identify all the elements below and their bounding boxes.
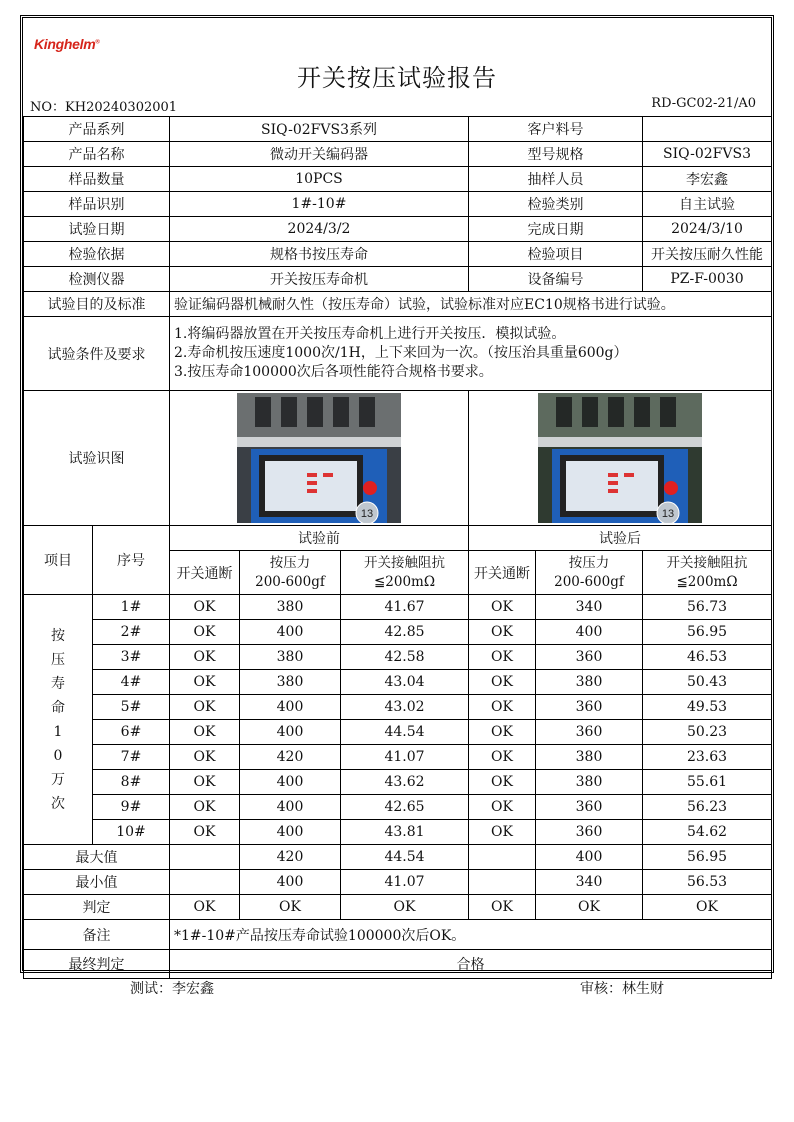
sample-seq: 10# [93, 820, 170, 845]
cell-value: OK [469, 595, 536, 620]
cell-value: OK [170, 795, 240, 820]
table-row [24, 670, 772, 695]
judge-value: OK [341, 895, 469, 920]
resistance-header: 开关接触阻抗 ≦200mΩ [341, 551, 469, 595]
cell-value: OK [469, 770, 536, 795]
info-value: 2024/3/2 [170, 217, 469, 242]
info-value: 2024/3/10 [643, 217, 772, 242]
sample-seq: 8# [93, 770, 170, 795]
group-label [24, 595, 93, 845]
cell-value: 420 [240, 845, 341, 870]
cell-value: 400 [240, 620, 341, 645]
cell-value: 380 [240, 645, 341, 670]
info-label: 检验依据 [24, 242, 170, 267]
cell-value: 43.04 [341, 670, 469, 695]
max-label: 最大值 [24, 845, 170, 870]
group-label-char: 0 [53, 747, 63, 764]
cell-value: OK [170, 720, 240, 745]
report-table [23, 116, 772, 979]
info-label: 样品识别 [24, 192, 170, 217]
cell-value: 400 [240, 820, 341, 845]
table-row [24, 620, 772, 645]
continuity-header: 开关通断 [170, 551, 240, 595]
photo-label: 试验识图 [24, 391, 170, 526]
table-row [24, 770, 772, 795]
force-header: 按压力 200-600gf [536, 551, 643, 595]
cell-value: 44.54 [341, 720, 469, 745]
cell-value: OK [469, 720, 536, 745]
resistance-header: 开关接触阻抗 ≦200mΩ [643, 551, 772, 595]
info-row [24, 217, 772, 242]
info-value: 李宏鑫 [643, 167, 772, 192]
cell-value: 400 [240, 795, 341, 820]
cell-value: 42.65 [341, 795, 469, 820]
cell-value: 43.02 [341, 695, 469, 720]
info-label: 抽样人员 [469, 167, 643, 192]
cell-value: 400 [240, 770, 341, 795]
cell-value: 360 [536, 645, 643, 670]
group-label-char: 按 [51, 627, 65, 644]
group-label-char: 1 [53, 723, 63, 740]
cell-value: 400 [240, 720, 341, 745]
condition-line: 1.将编码器放置在开关按压寿命机上进行开关按压．模拟试验。 [174, 326, 566, 342]
table-row [24, 645, 772, 670]
photo-row [24, 391, 772, 526]
table-row [24, 820, 772, 845]
group-label-char: 次 [51, 795, 65, 812]
cell-value: 340 [536, 595, 643, 620]
cell-value: 42.58 [341, 645, 469, 670]
cell-value: 43.62 [341, 770, 469, 795]
remark-row [24, 920, 772, 950]
empty-cell [469, 845, 536, 870]
form-code: RD-GC02-21/A0 [651, 96, 756, 111]
cell-value: 360 [536, 820, 643, 845]
purpose-label: 试验目的及标准 [24, 292, 170, 317]
info-label: 客户料号 [469, 117, 643, 142]
judge-row [24, 895, 772, 920]
cell-value: OK [469, 695, 536, 720]
conditions-label: 试验条件及要求 [24, 317, 170, 391]
info-label: 设备编号 [469, 267, 643, 292]
cell-value: 50.23 [643, 720, 772, 745]
results-header-row [24, 526, 772, 551]
cell-value: 43.81 [341, 820, 469, 845]
judge-value: OK [240, 895, 341, 920]
info-label: 样品数量 [24, 167, 170, 192]
after-header: 试验后 [469, 526, 772, 551]
cell-value: OK [469, 820, 536, 845]
judge-value: OK [170, 895, 240, 920]
cell-value: OK [170, 770, 240, 795]
cell-value: 56.53 [643, 870, 772, 895]
force-header: 按压力 200-600gf [240, 551, 341, 595]
item-header: 项目 [24, 526, 93, 595]
cell-value: 400 [240, 870, 341, 895]
cell-value: 42.85 [341, 620, 469, 645]
photo-cell-before [170, 391, 469, 526]
cell-value: 360 [536, 695, 643, 720]
info-row [24, 167, 772, 192]
cell-value: 56.73 [643, 595, 772, 620]
cell-value: OK [469, 620, 536, 645]
table-row [24, 695, 772, 720]
empty-cell [170, 845, 240, 870]
empty-cell [469, 870, 536, 895]
cell-value: OK [469, 670, 536, 695]
photo-badge: 13 [360, 508, 374, 520]
info-label: 检验类别 [469, 192, 643, 217]
before-header: 试验前 [170, 526, 469, 551]
info-value: 1#-10# [170, 192, 469, 217]
cell-value: 50.43 [643, 670, 772, 695]
cell-value: OK [170, 670, 240, 695]
final-row [24, 950, 772, 979]
group-label-char: 压 [51, 651, 65, 668]
cell-value: OK [170, 820, 240, 845]
photo-badge: 13 [661, 508, 675, 520]
remark-text: *1#-10#产品按压寿命试验100000次后OK。 [170, 920, 772, 950]
continuity-header: 开关通断 [469, 551, 536, 595]
cell-value: OK [469, 645, 536, 670]
min-label: 最小值 [24, 870, 170, 895]
sample-seq: 5# [93, 695, 170, 720]
cell-value: 380 [240, 670, 341, 695]
seq-header: 序号 [93, 526, 170, 595]
purpose-text: 验证编码器机械耐久性（按压寿命）试验，试验标准对应EC10规格书进行试验。 [170, 292, 772, 317]
info-label: 产品系列 [24, 117, 170, 142]
cell-value: 56.23 [643, 795, 772, 820]
results-body [24, 595, 772, 845]
table-row [24, 745, 772, 770]
cell-value: 400 [536, 845, 643, 870]
info-value: 规格书按压寿命 [170, 242, 469, 267]
cell-value: 56.95 [643, 620, 772, 645]
sample-seq: 9# [93, 795, 170, 820]
conditions-row [24, 317, 772, 391]
info-label: 检测仪器 [24, 267, 170, 292]
info-value: 开关按压耐久性能 [643, 242, 772, 267]
info-row [24, 192, 772, 217]
sample-seq: 1# [93, 595, 170, 620]
table-row [24, 595, 772, 620]
reviewer-signature: 审核：林生财 [580, 981, 664, 997]
judge-value: OK [536, 895, 643, 920]
info-value: 自主试验 [643, 192, 772, 217]
info-value [643, 117, 772, 142]
cell-value: 340 [536, 870, 643, 895]
cell-value: OK [170, 695, 240, 720]
info-value: SIQ-02FVS3系列 [170, 117, 469, 142]
info-label: 完成日期 [469, 217, 643, 242]
cell-value: 360 [536, 795, 643, 820]
conditions-text [170, 317, 772, 391]
cell-value: 44.54 [341, 845, 469, 870]
cell-value: OK [170, 620, 240, 645]
max-row [24, 845, 772, 870]
tester-signature: 测试：李宏鑫 [130, 981, 214, 997]
condition-line: 2.寿命机按压速度1000次/1H，上下来回为一次。（按压治具重量600g） [174, 345, 628, 361]
condition-line: 3.按压寿命100000次后各项性能符合规格书要求。 [174, 364, 493, 380]
cell-value: OK [469, 795, 536, 820]
table-row [24, 795, 772, 820]
sample-seq: 4# [93, 670, 170, 695]
info-row [24, 117, 772, 142]
test-machine-photo [538, 393, 702, 523]
cell-value: 41.67 [341, 595, 469, 620]
empty-cell [170, 870, 240, 895]
photo-cell-after [469, 391, 772, 526]
cell-value: 46.53 [643, 645, 772, 670]
group-label-char: 万 [51, 771, 65, 788]
cell-value: OK [170, 645, 240, 670]
cell-value: 400 [536, 620, 643, 645]
cell-value: OK [170, 745, 240, 770]
report-number: NO：KH20240302001 [30, 100, 178, 115]
info-row [24, 242, 772, 267]
cell-value: 360 [536, 720, 643, 745]
info-value: SIQ-02FVS3 [643, 142, 772, 167]
cell-value: 56.95 [643, 845, 772, 870]
info-row [24, 142, 772, 167]
cell-value: 41.07 [341, 870, 469, 895]
cell-value: 400 [240, 695, 341, 720]
cell-value: 380 [536, 670, 643, 695]
final-label: 最终判定 [24, 950, 170, 979]
info-label: 检验项目 [469, 242, 643, 267]
table-row [24, 720, 772, 745]
sample-seq: 6# [93, 720, 170, 745]
cell-value: OK [170, 595, 240, 620]
judge-value: OK [643, 895, 772, 920]
info-label: 型号规格 [469, 142, 643, 167]
info-value: 10PCS [170, 167, 469, 192]
info-label: 试验日期 [24, 217, 170, 242]
group-label-char: 命 [51, 699, 65, 716]
kinghelm-logo: Kinghelm® [34, 36, 100, 52]
cell-value: 55.61 [643, 770, 772, 795]
cell-value: 380 [536, 745, 643, 770]
sample-seq: 2# [93, 620, 170, 645]
min-row [24, 870, 772, 895]
cell-value: 420 [240, 745, 341, 770]
info-value: 开关按压寿命机 [170, 267, 469, 292]
info-row [24, 267, 772, 292]
cell-value: 54.62 [643, 820, 772, 845]
final-result: 合格 [170, 950, 772, 979]
judge-label: 判定 [24, 895, 170, 920]
sample-seq: 7# [93, 745, 170, 770]
cell-value: 23.63 [643, 745, 772, 770]
info-value: 微动开关编码器 [170, 142, 469, 167]
remark-label: 备注 [24, 920, 170, 950]
judge-value: OK [469, 895, 536, 920]
purpose-row [24, 292, 772, 317]
test-machine-photo [237, 393, 401, 523]
cell-value: 49.53 [643, 695, 772, 720]
cell-value: OK [469, 745, 536, 770]
group-label-char: 寿 [51, 675, 65, 692]
info-value: PZ-F-0030 [643, 267, 772, 292]
sample-seq: 3# [93, 645, 170, 670]
cell-value: 380 [536, 770, 643, 795]
info-label: 产品名称 [24, 142, 170, 167]
cell-value: 380 [240, 595, 341, 620]
report-title: 开关按压试验报告 [297, 64, 497, 92]
cell-value: 41.07 [341, 745, 469, 770]
